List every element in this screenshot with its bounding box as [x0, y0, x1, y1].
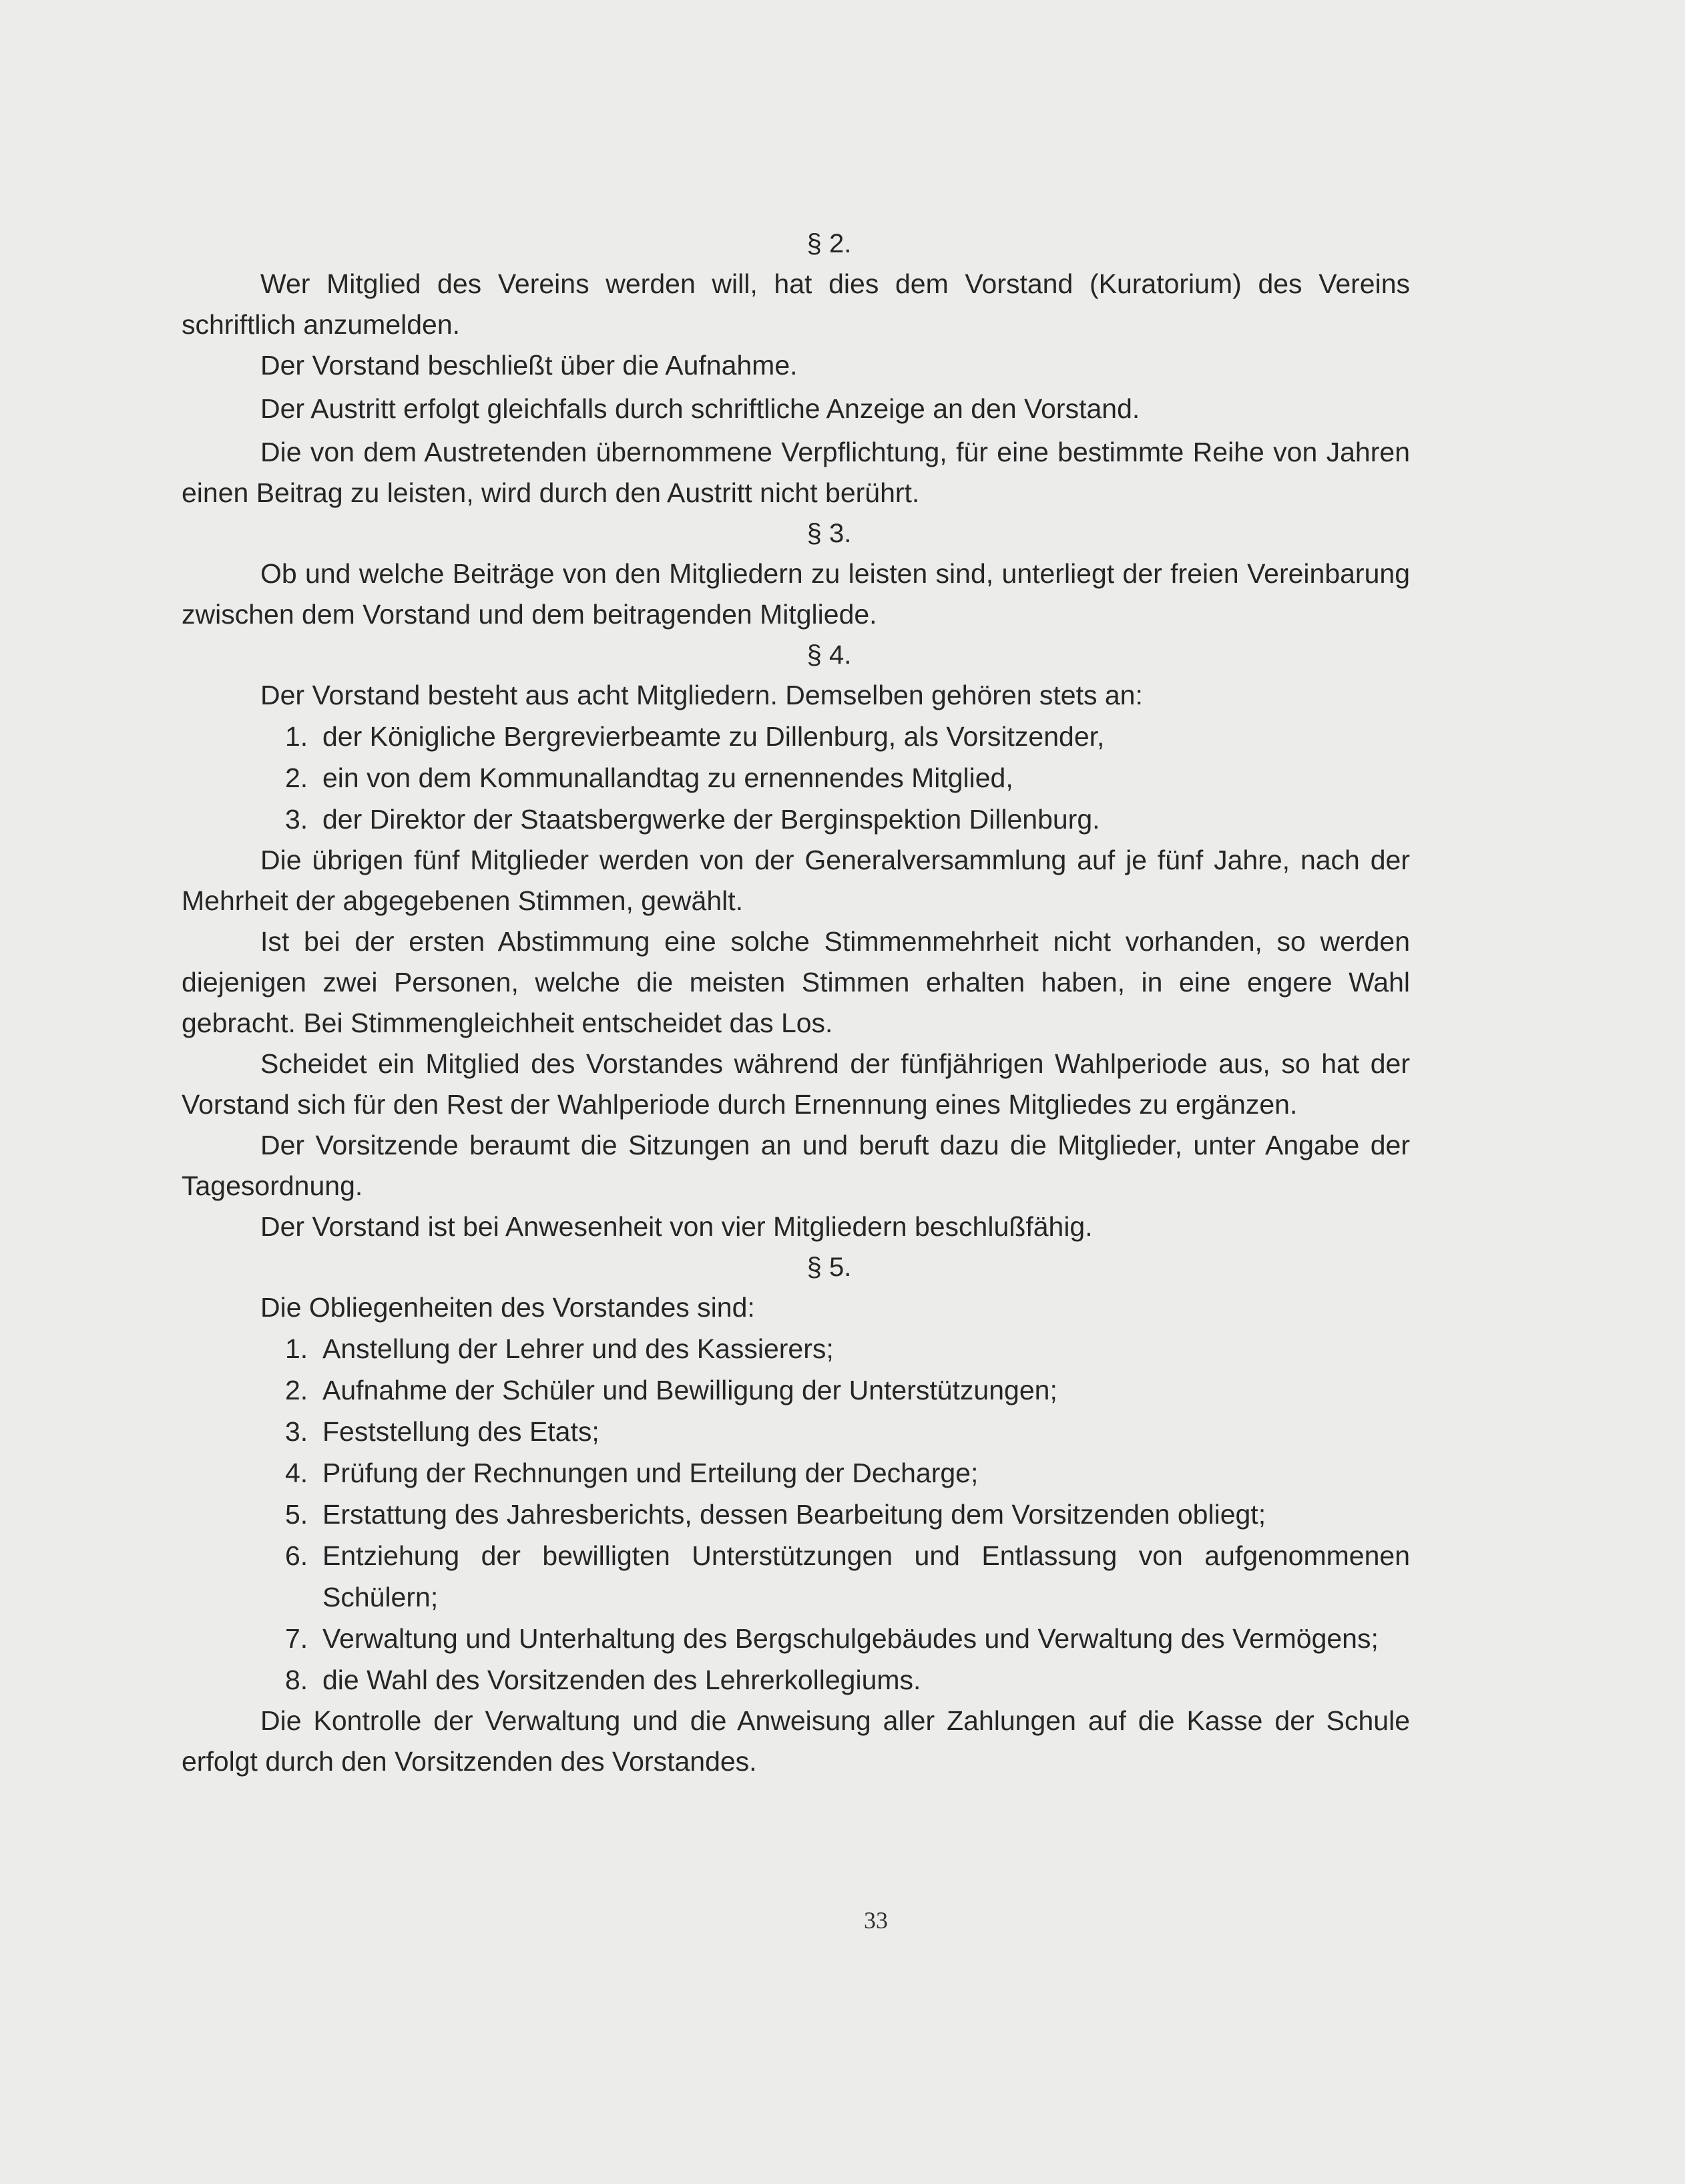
list-item [182, 1411, 1410, 1452]
list-text: ein von dem Kommunallandtag zu ernennendes Mitglied, [322, 762, 1013, 793]
list-text: Anstellung der Lehrer und des Kassierers; [322, 1333, 834, 1364]
list-item [182, 1328, 1410, 1369]
page-number: 33 [864, 1907, 888, 1934]
list-number: 1. [285, 721, 308, 752]
list-text: Prüfung der Rechnungen und Erteilung der Decharge; [322, 1458, 979, 1488]
list-text: Aufnahme der Schüler und Bewilligung der Unterstützungen; [322, 1375, 1057, 1405]
section-heading-5: § 5. [806, 1253, 852, 1282]
list-item [182, 1452, 1410, 1494]
list-item [182, 799, 1410, 840]
list-number: 7. [285, 1623, 308, 1654]
paragraph: Der Vorsitzende beraumt die Sitzungen an und beruft dazu die Mitglieder, unter Angabe der Tagesordnung. [182, 1130, 1410, 1201]
paragraph: Der Vorstand besteht aus acht Mitgliedern. Demselben gehören stets an: [260, 680, 1143, 710]
list-number: 2. [285, 762, 308, 793]
paragraph: Der Vorstand beschließt über die Aufnahme. [260, 350, 798, 381]
list-text: der Direktor der Staatsbergwerke der Berginspektion Dillenburg. [322, 804, 1100, 835]
section-heading-4: § 4. [806, 640, 852, 670]
list-item [182, 716, 1410, 757]
paragraph: Ist bei der ersten Abstimmung eine solche Stimmenmehrheit nicht vorhanden, so werden diejenigen zwei Personen, welche die meisten Stimmen erhalten haben, in eine engere Wahl gebracht. Bei Stimmengleichheit entscheidet das Los. [182, 926, 1410, 1038]
paragraph: Der Austritt erfolgt gleichfalls durch schriftliche Anzeige an den Vorstand. [260, 393, 1140, 424]
list-item [182, 1494, 1410, 1535]
list-number: 3. [285, 804, 308, 835]
paragraph: Die Obliegenheiten des Vorstandes sind: [260, 1292, 755, 1323]
list-number: 4. [285, 1458, 308, 1488]
list-number: 8. [285, 1665, 308, 1695]
list-item [182, 1535, 1410, 1618]
list-s5 [182, 1328, 1410, 1701]
list-text: die Wahl des Vorsitzenden des Lehrerkollegiums. [322, 1665, 921, 1695]
list-number: 3. [285, 1416, 308, 1447]
paragraph: Ob und welche Beiträge von den Mitgliedern zu leisten sind, unterliegt der freien Vereinbarung zwischen dem Vorstand und dem beitragenden Mitgliede. [182, 558, 1410, 630]
paragraph: Die Kontrolle der Verwaltung und die Anweisung aller Zahlungen auf die Kasse der Schule erfolgt durch den Vorsitzenden des Vorstandes. [182, 1705, 1410, 1777]
list-text: Feststellung des Etats; [322, 1416, 599, 1447]
list-number: 6. [285, 1540, 308, 1571]
section-heading-2: § 2. [806, 229, 852, 258]
list-item [182, 1659, 1410, 1701]
list-item [182, 757, 1410, 799]
list-text: der Königliche Bergrevierbeamte zu Dillenburg, als Vorsitzender, [322, 721, 1105, 752]
list-number: 1. [285, 1333, 308, 1364]
list-text: Verwaltung und Unterhaltung des Bergschulgebäudes und Verwaltung des Vermögens; [322, 1623, 1379, 1654]
list-item [182, 1369, 1410, 1411]
paragraph: Die übrigen fünf Mitglieder werden von der Generalversammlung auf je fünf Jahre, nach der Mehrheit der abgegebenen Stimmen, gewählt. [182, 845, 1410, 916]
list-s4 [182, 716, 1410, 840]
paragraph: Der Vorstand ist bei Anwesenheit von vier Mitgliedern beschlußfähig. [260, 1211, 1093, 1242]
paragraph: Wer Mitglied des Vereins werden will, hat dies dem Vorstand (Kuratorium) des Vereins schriftlich anzumelden. [182, 268, 1410, 340]
list-number: 5. [285, 1499, 308, 1530]
paragraph: Die von dem Austretenden übernommene Verpflichtung, für eine bestimmte Reihe von Jahren einen Beitrag zu leisten, wird durch den Austritt nicht berührt. [182, 437, 1410, 508]
list-item [182, 1618, 1410, 1659]
text-block [182, 224, 1410, 1782]
list-number: 2. [285, 1375, 308, 1405]
list-text: Erstattung des Jahresberichts, dessen Bearbeitung dem Vorsitzenden obliegt; [322, 1499, 1266, 1530]
paragraph: Scheidet ein Mitglied des Vorstandes während der fünfjährigen Wahlperiode aus, so hat der Vorstand sich für den Rest der Wahlperiode durch Ernennung eines Mitgliedes zu ergänzen. [182, 1048, 1410, 1120]
list-text: Entziehung der bewilligten Unterstützungen und Entlassung von aufgenommenen Schülern; [322, 1540, 1410, 1612]
section-heading-3: § 3. [806, 519, 852, 548]
